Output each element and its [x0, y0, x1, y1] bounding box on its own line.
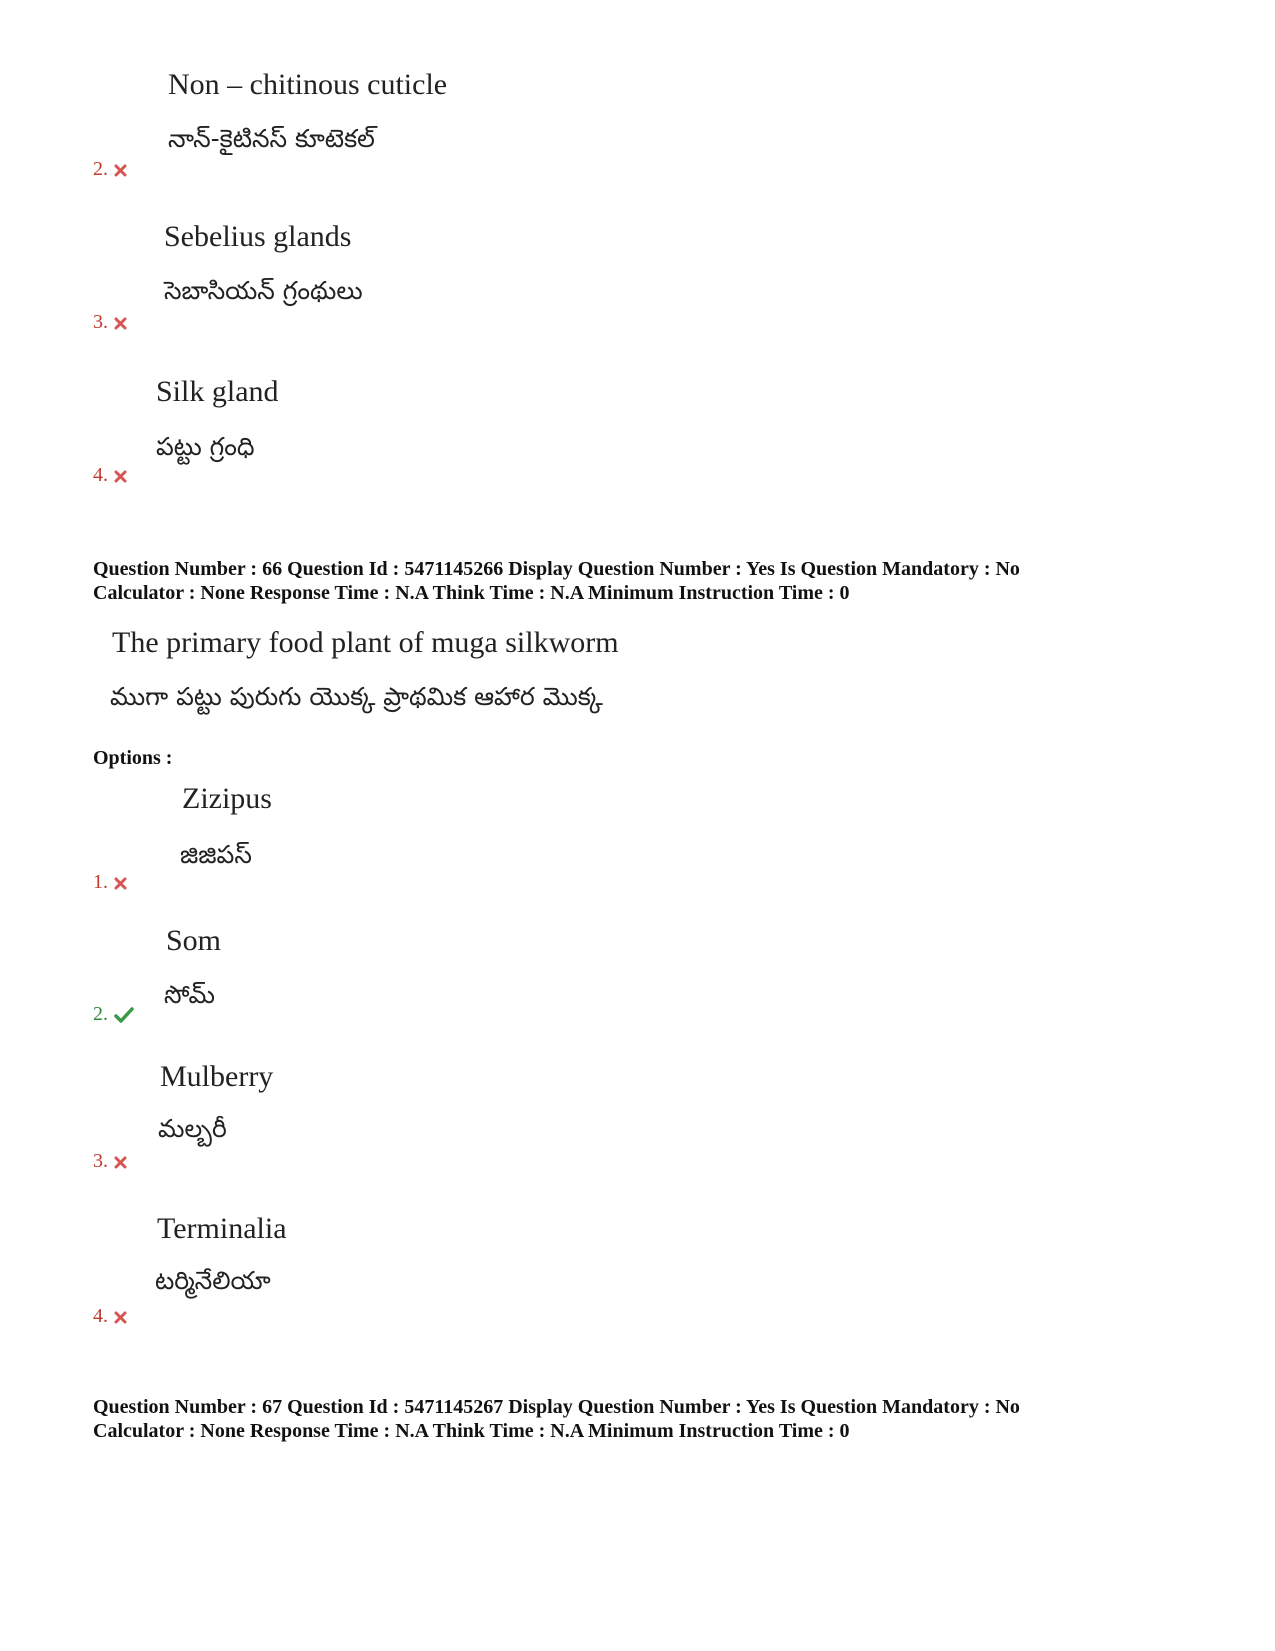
question-66-meta: Question Number : 66 Question Id : 5471145266 Display Question Number : Yes Is Question Mandatory : No Calculator : None Response Time : N.A Think Time : N.A Minimum Instruction Time : 0: [93, 558, 1020, 604]
options-label: Options :: [93, 747, 173, 769]
option-4-number: 4.: [93, 1305, 127, 1328]
option-1-english: Zizipus: [182, 782, 272, 815]
option-3-english: Mulberry: [160, 1060, 274, 1093]
prev-option-1-telugu: నాన్-కైటినస్ కూటెకల్: [168, 124, 375, 153]
cross-icon: [114, 1156, 127, 1169]
prev-option-4-number: 4.: [93, 464, 127, 487]
option-4-telugu: టర్మినేలియా: [155, 1266, 271, 1295]
option-2-english: Som: [166, 924, 222, 957]
question-66-text-english: The primary food plant of muga silkworm: [112, 626, 619, 659]
prev-option-3-telugu: పట్టు గ్రంధి: [156, 432, 255, 461]
cross-icon: [114, 1311, 127, 1324]
option-4-english: Terminalia: [157, 1212, 287, 1245]
option-1-number: 1.: [93, 871, 127, 894]
option-1-telugu: జిజిపస్: [180, 840, 252, 869]
question-66-text-telugu: ముగా పట్టు పురుగు యొక్క ప్రాథమిక ఆహార మొక్క: [110, 682, 603, 711]
cross-icon: [114, 317, 127, 330]
cross-icon: [114, 164, 127, 177]
prev-option-3-english: Silk gland: [156, 375, 279, 408]
question-67-meta: Question Number : 67 Question Id : 5471145267 Display Question Number : Yes Is Question Mandatory : No Calculator : None Response Time : N.A Think Time : N.A Minimum Instruction Time : 0: [93, 1396, 1020, 1442]
option-3-telugu: మల్బరీ: [158, 1114, 227, 1143]
prev-option-2-english: Sebelius glands: [164, 220, 352, 253]
prev-option-1-english: Non – chitinous cuticle: [168, 68, 448, 101]
option-2-telugu: సోమ్: [164, 980, 216, 1009]
prev-option-2-number: 2.: [93, 158, 127, 181]
option-3-number: 3.: [93, 1150, 127, 1173]
option-2-number: 2.: [93, 1003, 134, 1026]
cross-icon: [114, 877, 127, 890]
checkmark-icon: [114, 1007, 134, 1023]
prev-option-3-number: 3.: [93, 311, 127, 334]
prev-option-2-telugu: సెబాసియన్ గ్రంథులు: [164, 276, 363, 305]
cross-icon: [114, 470, 127, 483]
